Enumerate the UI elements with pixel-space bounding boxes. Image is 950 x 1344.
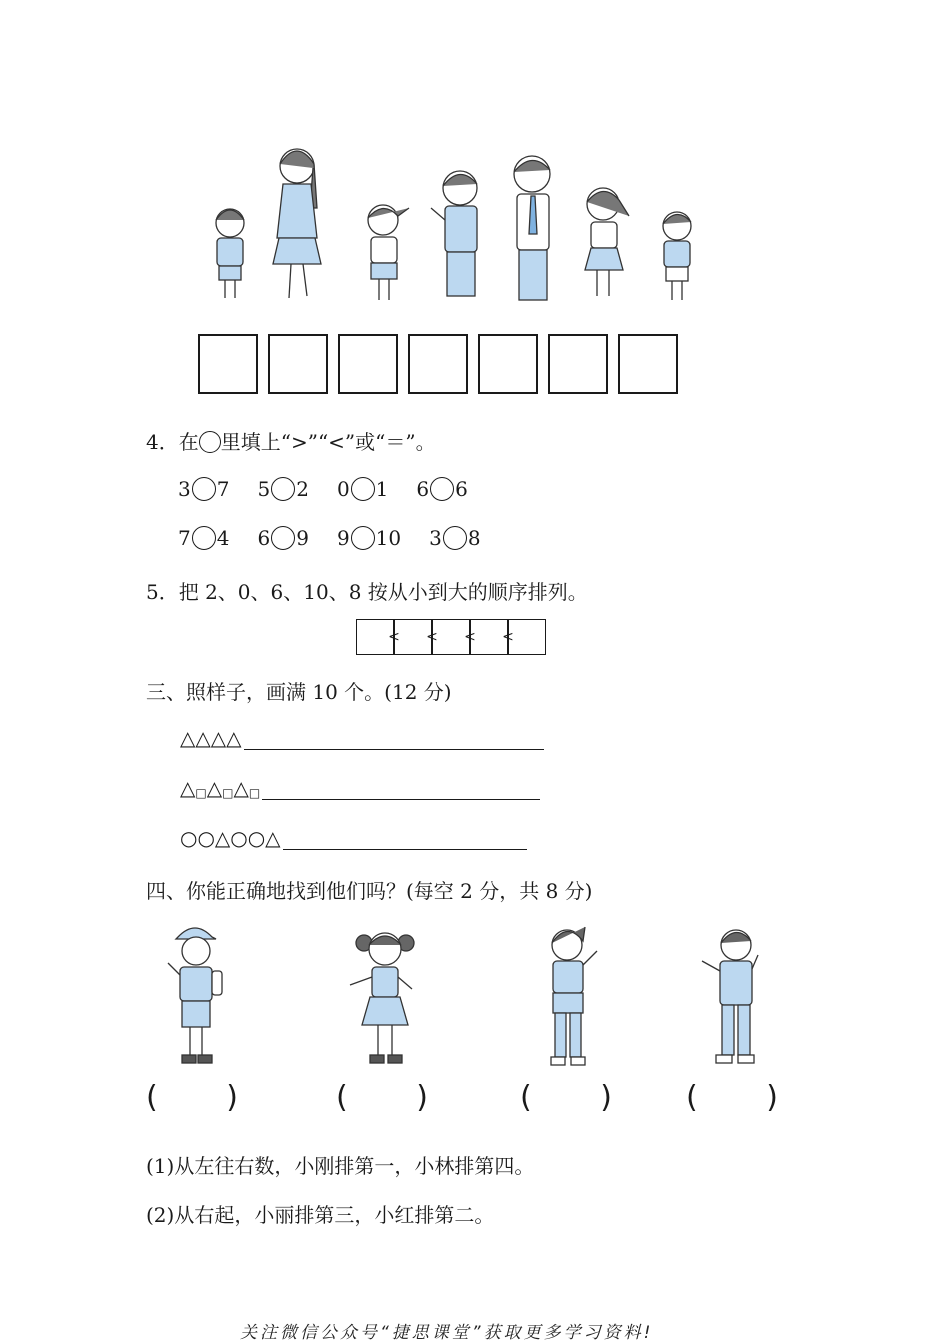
pattern-line-1 bbox=[180, 726, 544, 750]
answer-line[interactable] bbox=[283, 829, 527, 850]
square-shape: □ bbox=[248, 786, 261, 800]
paren-open: ( bbox=[146, 1080, 158, 1115]
compare-item bbox=[257, 526, 308, 550]
child-girl-pigtails bbox=[340, 915, 430, 1075]
compare-item bbox=[178, 526, 229, 550]
compare-left: 3 bbox=[178, 477, 191, 501]
compare-circle[interactable] bbox=[443, 526, 467, 550]
square-shape: □ bbox=[222, 786, 234, 800]
compare-circle[interactable] bbox=[351, 526, 375, 550]
less-than-sign: < bbox=[426, 629, 438, 645]
compare-right: 10 bbox=[375, 526, 402, 550]
answer-parentheses[interactable] bbox=[520, 1080, 612, 1115]
answer-parentheses[interactable] bbox=[146, 1080, 238, 1115]
compare-right: 9 bbox=[296, 526, 309, 550]
less-than-sign: < bbox=[502, 629, 514, 645]
section4-clue-2: (2)从右起，小丽排第三，小红排第二。 bbox=[146, 1203, 495, 1227]
compare-item bbox=[257, 477, 308, 501]
compare-item bbox=[337, 477, 388, 501]
compare-right: 2 bbox=[296, 477, 309, 501]
children-height-illustration bbox=[195, 138, 715, 310]
height-answer-boxes bbox=[198, 334, 678, 394]
answer-parentheses[interactable] bbox=[336, 1080, 428, 1115]
answer-box[interactable] bbox=[478, 334, 538, 394]
compare-left: 6 bbox=[416, 477, 430, 501]
pattern-shapes: △△△△ bbox=[180, 726, 242, 750]
answer-box[interactable] bbox=[268, 334, 328, 394]
compare-left: 7 bbox=[178, 526, 191, 550]
compare-item bbox=[416, 477, 467, 501]
footer-note: 关注微信公众号“捷思课堂”获取更多学习资料! bbox=[240, 1323, 654, 1343]
triangle-shape: △ bbox=[233, 776, 249, 800]
compare-right: 4 bbox=[216, 526, 230, 550]
compare-left: 3 bbox=[429, 526, 442, 550]
answer-box[interactable] bbox=[198, 334, 258, 394]
child-figure-1 bbox=[216, 209, 244, 298]
answer-line[interactable] bbox=[262, 779, 540, 800]
child-figure-2 bbox=[273, 149, 321, 298]
child-boy-with-cap bbox=[150, 915, 240, 1075]
pattern-line-3 bbox=[180, 826, 527, 850]
child-figure-4 bbox=[431, 171, 477, 296]
child-figure-7 bbox=[663, 212, 691, 300]
compare-left: 6 bbox=[257, 526, 271, 550]
answer-box[interactable] bbox=[408, 334, 468, 394]
answer-box[interactable] bbox=[548, 334, 608, 394]
section3-title: 三、照样子，画满 10 个。(12 分) bbox=[146, 680, 452, 704]
compare-left: 5 bbox=[257, 477, 271, 501]
compare-right: 6 bbox=[455, 477, 468, 501]
q4-compare-row-1 bbox=[178, 477, 496, 501]
answer-parentheses[interactable] bbox=[686, 1080, 778, 1115]
child-figure-5 bbox=[514, 156, 550, 300]
compare-item bbox=[429, 526, 480, 550]
compare-circle[interactable] bbox=[271, 526, 295, 550]
compare-circle[interactable] bbox=[192, 526, 216, 550]
q4-compare-row-2 bbox=[178, 526, 509, 550]
triangle-shape: △ bbox=[180, 776, 196, 800]
square-shape: □ bbox=[195, 786, 207, 800]
q4-title-suffix: 里填上“>”“<”或“＝”。 bbox=[220, 430, 436, 454]
compare-circle[interactable] bbox=[351, 477, 375, 501]
compare-right: 1 bbox=[375, 477, 389, 501]
child-girl-overalls bbox=[525, 915, 615, 1075]
paren-close: ) bbox=[766, 1080, 778, 1115]
less-than-sign: < bbox=[464, 629, 476, 645]
child-figure-6 bbox=[585, 188, 629, 296]
q4-title-prefix: 4．在 bbox=[146, 430, 199, 454]
q4-title bbox=[146, 426, 436, 455]
paren-open: ( bbox=[686, 1080, 698, 1115]
pattern-line-2 bbox=[180, 776, 540, 800]
compare-right: 7 bbox=[216, 477, 230, 501]
compare-left: 0 bbox=[336, 477, 350, 501]
section4-title: 四、你能正确地找到他们吗？(每空 2 分，共 8 分) bbox=[146, 879, 593, 903]
pattern-shapes: ○○△○○△ bbox=[180, 826, 281, 850]
section4-clue-1: (1)从左往右数，小刚排第一，小林排第四。 bbox=[146, 1154, 535, 1178]
answer-box[interactable] bbox=[338, 334, 398, 394]
compare-circle[interactable] bbox=[430, 477, 454, 501]
child-boy-jacket bbox=[690, 915, 780, 1075]
compare-left: 9 bbox=[336, 526, 350, 550]
child-figure-3 bbox=[368, 205, 409, 300]
paren-close: ) bbox=[600, 1080, 612, 1115]
compare-item bbox=[178, 477, 229, 501]
less-than-sign: < bbox=[388, 629, 400, 645]
compare-circle[interactable] bbox=[271, 477, 295, 501]
answer-box[interactable] bbox=[618, 334, 678, 394]
circle-symbol bbox=[199, 431, 221, 453]
q5-order-boxes bbox=[356, 619, 546, 655]
paren-close: ) bbox=[226, 1080, 238, 1115]
answer-line[interactable] bbox=[244, 729, 544, 750]
q5-title: 5．把 2、0、6、10、8 按从小到大的顺序排列。 bbox=[146, 580, 588, 604]
compare-circle[interactable] bbox=[192, 477, 216, 501]
paren-close: ) bbox=[416, 1080, 428, 1115]
paren-open: ( bbox=[336, 1080, 348, 1115]
paren-open: ( bbox=[520, 1080, 532, 1115]
compare-item bbox=[337, 526, 401, 550]
compare-right: 8 bbox=[467, 526, 481, 550]
triangle-shape: △ bbox=[206, 776, 223, 800]
